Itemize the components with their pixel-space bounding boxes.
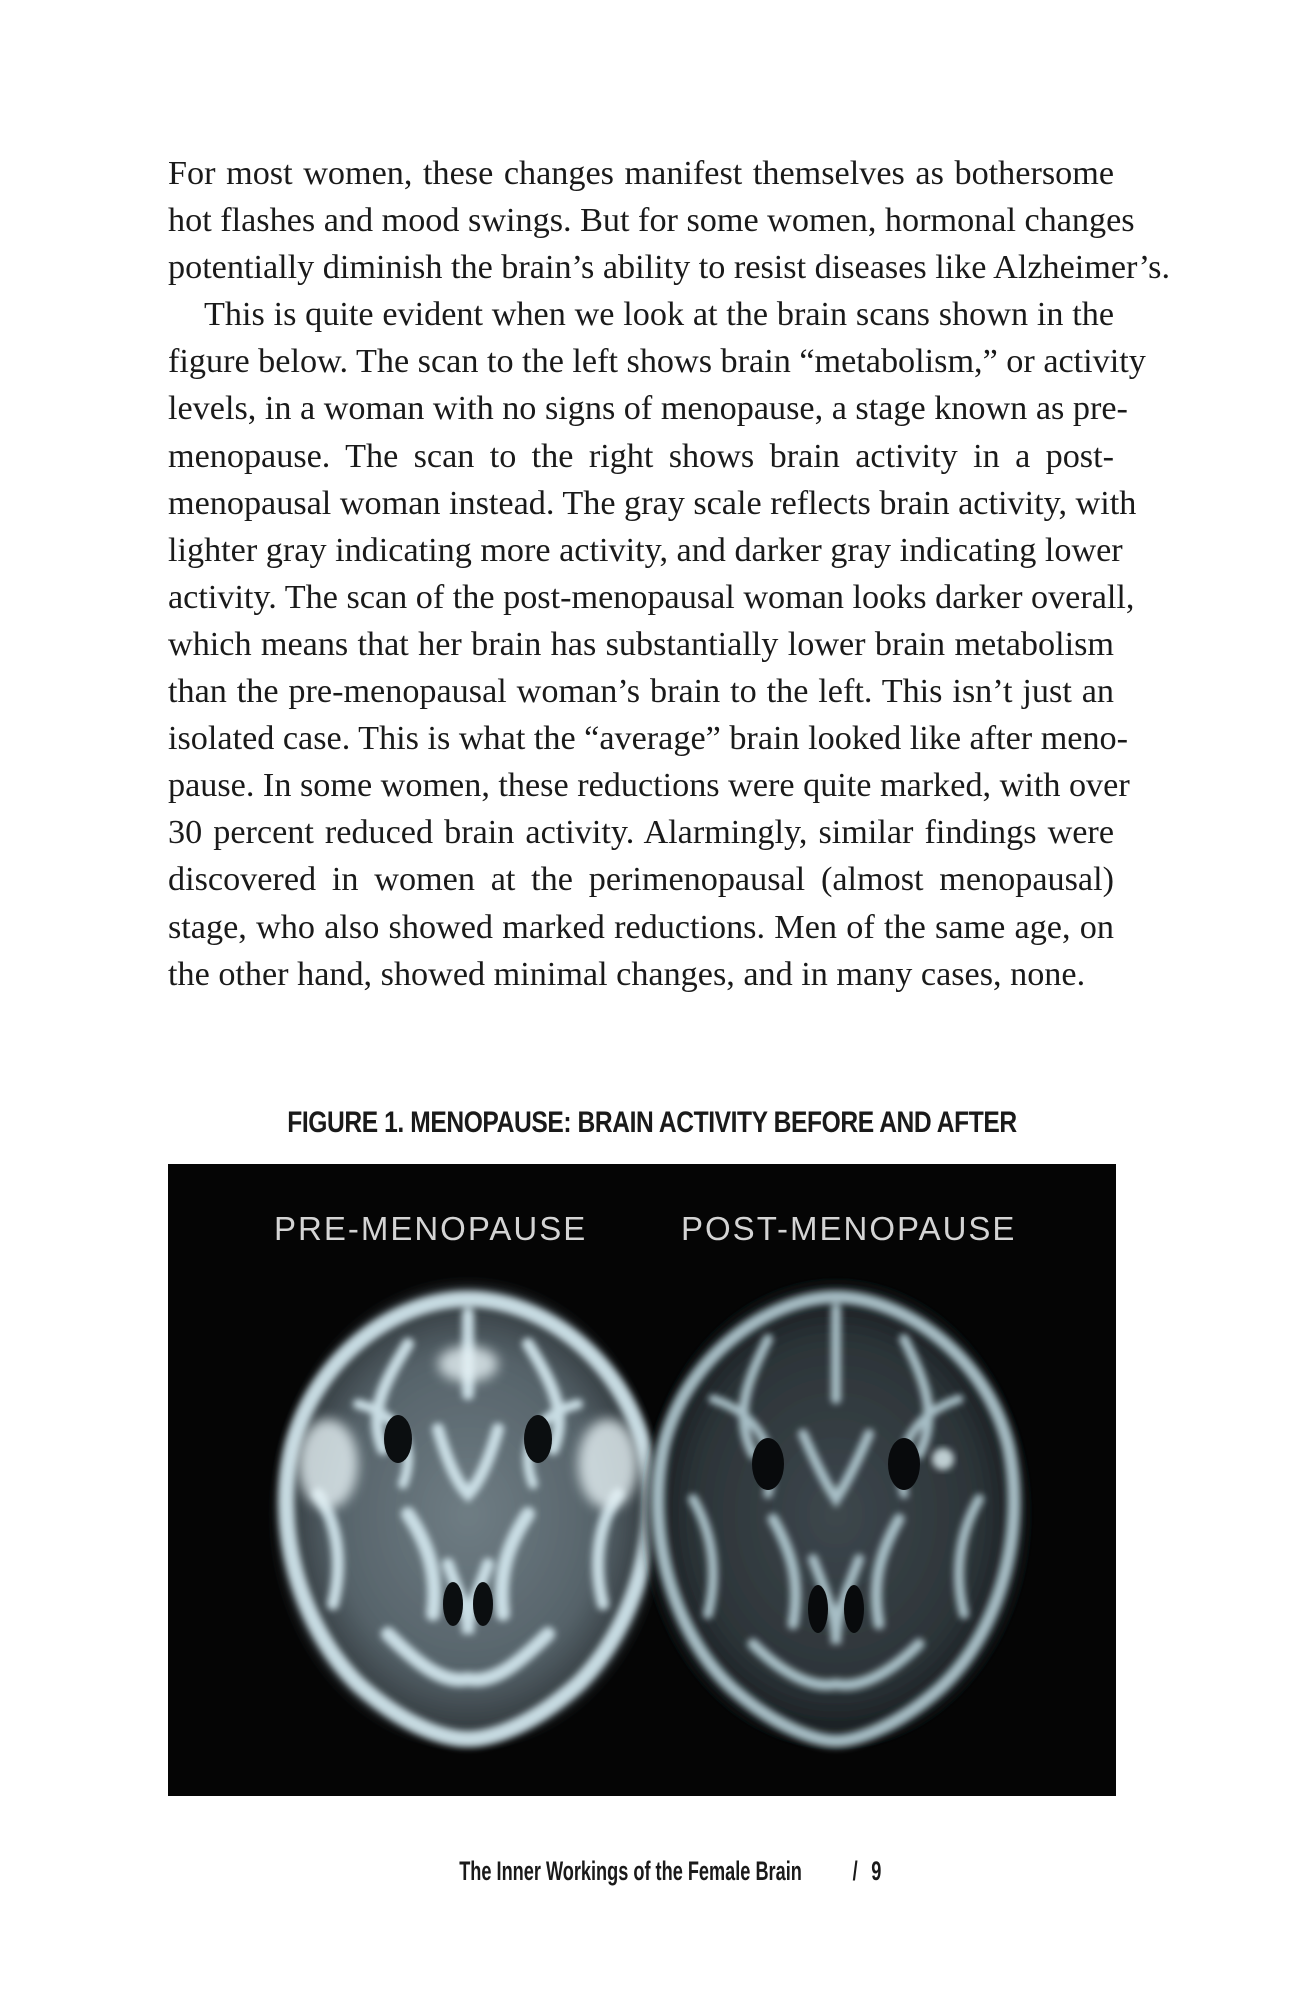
footer-separator: / [852,1856,858,1886]
text-line: This is quite evident when we look at the brain scans shown in the [204,296,1114,334]
body-text [168,150,1171,998]
text-line: isolated case. This is what the “average” brain looked like after meno- [168,720,1129,758]
post-menopause-label: POST-MENOPAUSE [681,1210,1017,1247]
figure-caption: FIGURE 1. MENOPAUSE: BRAIN ACTIVITY BEFORE AND AFTER [287,1106,1017,1139]
text-line: lighter gray indicating more activity, and darker gray indicating lower [168,531,1123,569]
page-footer [0,1856,1304,1887]
pre-menopause-label: PRE-MENOPAUSE [274,1210,588,1247]
brain-scan-figure [168,1164,1116,1796]
running-title: The Inner Workings of the Female Brain [459,1856,802,1886]
page-number: 9 [871,1856,882,1886]
text-line: discovered in women at the perimenopausal (almost menopausal) [168,861,1114,899]
post-menopause-brain-scan [646,1284,1026,1744]
text-line: stage, who also showed marked reductions. Men of the same age, on [168,908,1114,946]
text-line: hot flashes and mood swings. But for some women, hormonal changes [168,202,1135,240]
text-line: menopausal woman instead. The gray scale reflects brain activity, with [168,484,1137,522]
text-line: the other hand, showed minimal changes, and in many cases, none. [168,955,1086,993]
brain-scans-image [168,1164,1116,1796]
text-line: which means that her brain has substantially lower brain metabolism [168,625,1114,663]
text-line: levels, in a woman with no signs of menopause, a stage known as pre- [168,390,1128,428]
text-line: figure below. The scan to the left shows brain “metabolism,” or activity [168,343,1146,381]
text-line: pause. In some women, these reductions were quite marked, with over [168,767,1130,805]
text-line: potentially diminish the brain’s ability to resist diseases like Alzheimer’s. [168,249,1171,287]
text-line: than the pre-menopausal woman’s brain to the left. This isn’t just an [168,673,1114,711]
text-line: 30 percent reduced brain activity. Alarmingly, similar findings were [168,814,1114,852]
text-line: activity. The scan of the post-menopausal woman looks darker overall, [168,578,1135,616]
text-line: menopause. The scan to the right shows brain activity in a post- [168,437,1114,475]
pre-menopause-brain-scan [278,1286,658,1742]
text-line: For most women, these changes manifest themselves as bothersome [168,155,1114,192]
